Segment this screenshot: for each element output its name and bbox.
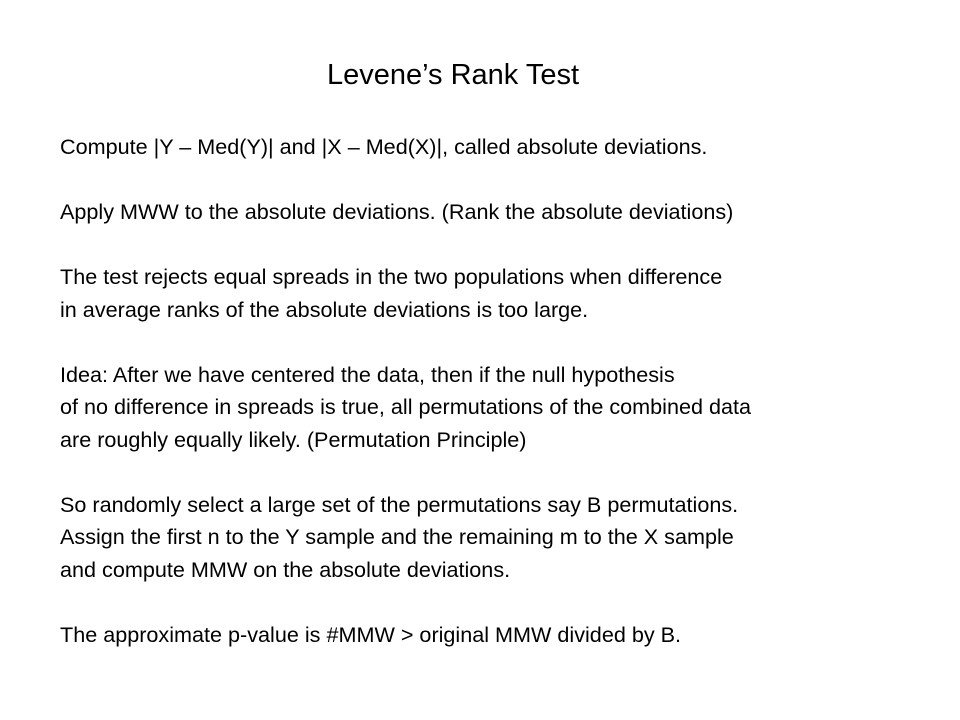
slide-title: Levene’s Rank Test xyxy=(326,59,580,91)
paragraph-permutations xyxy=(60,489,940,587)
paragraph-idea xyxy=(60,359,940,457)
slide-body xyxy=(60,131,940,651)
text-line: So randomly select a large set of the permutations say B permutations. xyxy=(60,491,739,517)
text-line: in average ranks of the absolute deviations is too large. xyxy=(60,296,589,322)
text-line: The test rejects equal spreads in the two populations when difference xyxy=(60,264,723,289)
text-line: are roughly equally likely. (Permutation Principle) xyxy=(60,426,527,452)
text-line: Compute |Y – Med(Y)| and |X – Med(X)|, called absolute deviations. xyxy=(60,134,708,159)
paragraph-test-rejects xyxy=(60,261,940,326)
paragraph-compute xyxy=(60,131,940,164)
text-line: Apply MWW to the absolute deviations. (Rank the absolute deviations) xyxy=(60,199,734,224)
text-line: Assign the first n to the Y sample and the remaining m to the X sample xyxy=(60,524,734,549)
paragraph-p-value xyxy=(60,619,940,652)
text-line: and compute MMW on the absolute deviations. xyxy=(60,556,511,582)
text-line: Idea: After we have centered the data, then if the null hypothesis xyxy=(60,361,675,387)
text-line: of no difference in spreads is true, all permutations of the combined data xyxy=(60,394,752,419)
paragraph-apply-mww xyxy=(60,196,940,229)
text-line: The approximate p-value is #MMW > original MMW divided by B. xyxy=(60,621,682,647)
